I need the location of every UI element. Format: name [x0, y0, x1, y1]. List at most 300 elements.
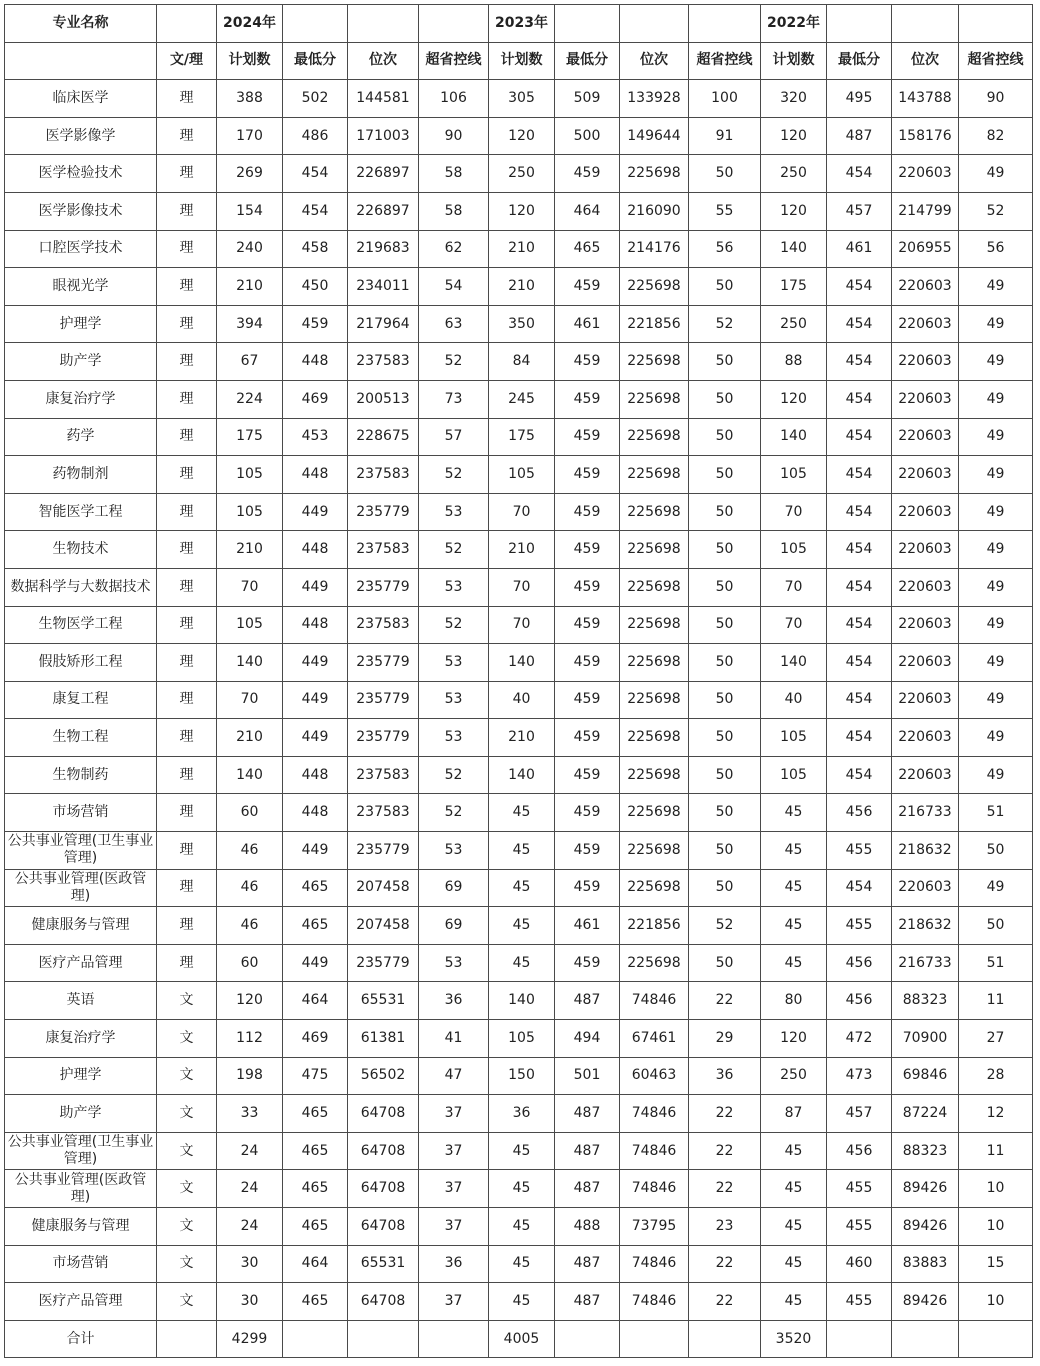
above-line-2022-cell: 90 — [959, 80, 1033, 118]
min-score-2023-cell: 459 — [555, 380, 620, 418]
type-cell: 文 — [157, 1170, 217, 1208]
rank-2022-cell: 220603 — [892, 869, 959, 907]
rank-header: 位次 — [348, 42, 419, 80]
min-score-2023-cell: 459 — [555, 644, 620, 682]
plan-2023-cell: 45 — [489, 1283, 555, 1321]
above-line-2022-cell: 49 — [959, 681, 1033, 719]
blank-cell — [283, 5, 348, 43]
plan-2023-cell: 45 — [489, 869, 555, 907]
above-line-2023-cell: 50 — [689, 568, 761, 606]
min-score-2024-cell: 448 — [283, 794, 348, 832]
above-line-2023-cell: 55 — [689, 192, 761, 230]
above-line-2022-cell: 82 — [959, 117, 1033, 155]
type-cell: 理 — [157, 944, 217, 982]
above-line-2022-cell: 49 — [959, 418, 1033, 456]
plan-2024-cell: 112 — [217, 1020, 283, 1058]
min-score-2024-cell: 448 — [283, 756, 348, 794]
min-score-2024-cell: 465 — [283, 1283, 348, 1321]
min-score-2023-cell: 459 — [555, 832, 620, 870]
above-line-2024-cell: 36 — [419, 1245, 489, 1283]
plan-2023-cell: 70 — [489, 493, 555, 531]
rank-2024-cell: 235779 — [348, 493, 419, 531]
type-cell: 理 — [157, 832, 217, 870]
rank-2023-cell: 225698 — [620, 944, 689, 982]
above-line-2023-cell: 50 — [689, 380, 761, 418]
rank-2024-cell: 65531 — [348, 1245, 419, 1283]
min-score-2023-cell: 459 — [555, 343, 620, 381]
major-name-header: 专业名称 — [5, 5, 157, 43]
rank-2023-cell: 225698 — [620, 418, 689, 456]
header-row-columns — [5, 42, 1033, 80]
major-name-cell: 药物制剂 — [5, 456, 157, 494]
rank-2023-cell: 74846 — [620, 982, 689, 1020]
plan-2022-cell: 250 — [761, 305, 827, 343]
plan-2023-cell: 45 — [489, 794, 555, 832]
plan-2022-cell: 120 — [761, 117, 827, 155]
type-cell: 文 — [157, 1283, 217, 1321]
rank-2022-cell: 220603 — [892, 756, 959, 794]
type-cell: 理 — [157, 493, 217, 531]
blank-cell — [689, 1320, 761, 1358]
above-line-2024-cell: 36 — [419, 982, 489, 1020]
above-line-2023-cell: 50 — [689, 832, 761, 870]
rank-2022-cell: 89426 — [892, 1283, 959, 1321]
min-score-2024-cell: 448 — [283, 456, 348, 494]
min-score-2024-cell: 449 — [283, 832, 348, 870]
major-name-cell: 医学检验技术 — [5, 155, 157, 193]
min-score-2022-cell: 454 — [827, 268, 892, 306]
table-row — [5, 155, 1033, 193]
min-score-2024-cell: 486 — [283, 117, 348, 155]
rank-2022-cell: 220603 — [892, 644, 959, 682]
type-header: 文/理 — [157, 42, 217, 80]
above-line-2023-cell: 50 — [689, 869, 761, 907]
table-row — [5, 343, 1033, 381]
plan-2023-cell: 45 — [489, 1132, 555, 1170]
above-line-2022-cell: 49 — [959, 644, 1033, 682]
major-name-cell: 临床医学 — [5, 80, 157, 118]
above-line-2023-cell: 50 — [689, 155, 761, 193]
blank-cell — [959, 5, 1033, 43]
major-name-cell: 生物制药 — [5, 756, 157, 794]
min-score-2024-cell: 448 — [283, 531, 348, 569]
min-score-2023-cell: 459 — [555, 568, 620, 606]
rank-2023-cell: 225698 — [620, 756, 689, 794]
above-line-2022-cell: 49 — [959, 568, 1033, 606]
min-score-2024-cell: 449 — [283, 944, 348, 982]
min-score-2024-cell: 449 — [283, 681, 348, 719]
plan-2022-cell: 45 — [761, 1132, 827, 1170]
total-label: 合计 — [5, 1320, 157, 1358]
plan-2023-cell: 70 — [489, 568, 555, 606]
plan-2024-cell: 67 — [217, 343, 283, 381]
rank-2024-cell: 64708 — [348, 1095, 419, 1133]
major-name-cell: 公共事业管理(卫生事业管理) — [5, 1132, 157, 1170]
min-score-2022-cell: 455 — [827, 1170, 892, 1208]
rank-2024-cell: 61381 — [348, 1020, 419, 1058]
min-score-2024-cell: 449 — [283, 719, 348, 757]
above-line-2022-cell: 11 — [959, 1132, 1033, 1170]
above-line-2022-cell: 10 — [959, 1208, 1033, 1246]
major-name-cell: 健康服务与管理 — [5, 1208, 157, 1246]
plan-2023-cell: 140 — [489, 644, 555, 682]
major-name-cell: 康复工程 — [5, 681, 157, 719]
table-row — [5, 794, 1033, 832]
plan-2024-cell: 120 — [217, 982, 283, 1020]
rank-2022-cell: 214799 — [892, 192, 959, 230]
rank-2024-cell: 235779 — [348, 681, 419, 719]
plan-2023-cell: 45 — [489, 832, 555, 870]
above-line-2023-cell: 22 — [689, 1095, 761, 1133]
min-score-2022-cell: 455 — [827, 832, 892, 870]
min-score-2022-cell: 454 — [827, 531, 892, 569]
rank-2024-cell: 226897 — [348, 155, 419, 193]
plan-2024-cell: 30 — [217, 1283, 283, 1321]
rank-2024-cell: 64708 — [348, 1208, 419, 1246]
rank-2024-cell: 171003 — [348, 117, 419, 155]
above-line-2022-cell: 49 — [959, 343, 1033, 381]
rank-2023-cell: 225698 — [620, 456, 689, 494]
major-name-cell: 护理学 — [5, 305, 157, 343]
plan-count-header: 计划数 — [761, 42, 827, 80]
above-line-2022-cell: 52 — [959, 192, 1033, 230]
min-score-2024-cell: 465 — [283, 907, 348, 945]
table-row — [5, 982, 1033, 1020]
min-score-2022-cell: 454 — [827, 756, 892, 794]
above-line-2024-cell: 53 — [419, 681, 489, 719]
plan-2024-cell: 105 — [217, 493, 283, 531]
major-name-cell: 药学 — [5, 418, 157, 456]
total-plan-cell: 3520 — [761, 1320, 827, 1358]
min-score-2022-cell: 454 — [827, 719, 892, 757]
rank-2022-cell: 220603 — [892, 681, 959, 719]
plan-2024-cell: 105 — [217, 606, 283, 644]
min-score-2023-cell: 487 — [555, 982, 620, 1020]
plan-2024-cell: 70 — [217, 681, 283, 719]
above-line-2024-cell: 52 — [419, 606, 489, 644]
type-cell: 理 — [157, 531, 217, 569]
blank-cell — [620, 5, 689, 43]
rank-2024-cell: 207458 — [348, 907, 419, 945]
major-name-cell: 公共事业管理(医政管理) — [5, 869, 157, 907]
rank-2024-cell: 235779 — [348, 832, 419, 870]
major-name-cell: 数据科学与大数据技术 — [5, 568, 157, 606]
admission-score-table — [4, 4, 1033, 1358]
rank-2022-cell: 218632 — [892, 832, 959, 870]
rank-2023-cell: 225698 — [620, 380, 689, 418]
above-line-2023-cell: 50 — [689, 418, 761, 456]
min-score-2022-cell: 495 — [827, 80, 892, 118]
table-row — [5, 832, 1033, 870]
major-name-cell: 医学影像技术 — [5, 192, 157, 230]
table-row — [5, 944, 1033, 982]
plan-2022-cell: 45 — [761, 944, 827, 982]
type-cell: 理 — [157, 794, 217, 832]
plan-2024-cell: 24 — [217, 1208, 283, 1246]
plan-2022-cell: 120 — [761, 1020, 827, 1058]
rank-2023-cell: 225698 — [620, 268, 689, 306]
rank-2023-cell: 60463 — [620, 1057, 689, 1095]
plan-2022-cell: 320 — [761, 80, 827, 118]
plan-2023-cell: 40 — [489, 681, 555, 719]
above-line-2023-cell: 52 — [689, 305, 761, 343]
plan-2023-cell: 36 — [489, 1095, 555, 1133]
min-score-2022-cell: 461 — [827, 230, 892, 268]
table-row — [5, 380, 1033, 418]
min-score-2023-cell: 487 — [555, 1095, 620, 1133]
rank-2024-cell: 237583 — [348, 531, 419, 569]
blank-cell — [555, 5, 620, 43]
min-score-2023-cell: 459 — [555, 869, 620, 907]
min-score-2022-cell: 454 — [827, 493, 892, 531]
rank-2023-cell: 73795 — [620, 1208, 689, 1246]
min-score-2023-cell: 459 — [555, 756, 620, 794]
plan-2023-cell: 140 — [489, 982, 555, 1020]
header-row-years — [5, 5, 1033, 43]
type-cell: 理 — [157, 869, 217, 907]
above-line-2024-cell: 53 — [419, 719, 489, 757]
type-cell: 文 — [157, 1020, 217, 1058]
above-line-2022-cell: 11 — [959, 982, 1033, 1020]
rank-2023-cell: 216090 — [620, 192, 689, 230]
above-line-2023-cell: 50 — [689, 719, 761, 757]
min-score-2022-cell: 455 — [827, 1208, 892, 1246]
plan-2024-cell: 140 — [217, 756, 283, 794]
min-score-header: 最低分 — [827, 42, 892, 80]
plan-2022-cell: 45 — [761, 1283, 827, 1321]
rank-2023-cell: 74846 — [620, 1245, 689, 1283]
type-cell: 文 — [157, 982, 217, 1020]
min-score-2023-cell: 500 — [555, 117, 620, 155]
plan-2024-cell: 70 — [217, 568, 283, 606]
table-row — [5, 907, 1033, 945]
major-name-cell: 护理学 — [5, 1057, 157, 1095]
table-row — [5, 192, 1033, 230]
min-score-2023-cell: 459 — [555, 155, 620, 193]
above-line-2024-cell: 37 — [419, 1095, 489, 1133]
blank-cell — [827, 5, 892, 43]
plan-2022-cell: 45 — [761, 1170, 827, 1208]
above-line-2022-cell: 51 — [959, 944, 1033, 982]
above-line-2024-cell: 90 — [419, 117, 489, 155]
above-line-2024-cell: 62 — [419, 230, 489, 268]
table-row — [5, 568, 1033, 606]
table-row — [5, 80, 1033, 118]
rank-2022-cell: 220603 — [892, 456, 959, 494]
min-score-2024-cell: 465 — [283, 1095, 348, 1133]
above-line-2024-cell: 37 — [419, 1283, 489, 1321]
min-score-2024-cell: 453 — [283, 418, 348, 456]
rank-2024-cell: 56502 — [348, 1057, 419, 1095]
plan-2022-cell: 250 — [761, 155, 827, 193]
rank-2024-cell: 235779 — [348, 944, 419, 982]
above-line-2024-cell: 37 — [419, 1208, 489, 1246]
min-score-2022-cell: 456 — [827, 794, 892, 832]
rank-2022-cell: 87224 — [892, 1095, 959, 1133]
min-score-2023-cell: 487 — [555, 1132, 620, 1170]
min-score-header: 最低分 — [555, 42, 620, 80]
rank-2022-cell: 69846 — [892, 1057, 959, 1095]
min-score-2022-cell: 456 — [827, 982, 892, 1020]
above-line-2022-cell: 49 — [959, 606, 1033, 644]
plan-2023-cell: 250 — [489, 155, 555, 193]
year-header-2024: 2024年 — [217, 5, 283, 43]
plan-2022-cell: 45 — [761, 1245, 827, 1283]
above-line-2023-cell: 52 — [689, 907, 761, 945]
plan-2022-cell: 45 — [761, 1208, 827, 1246]
type-cell: 文 — [157, 1245, 217, 1283]
plan-2024-cell: 105 — [217, 456, 283, 494]
rank-2022-cell: 220603 — [892, 343, 959, 381]
table-row — [5, 418, 1033, 456]
above-line-2024-cell: 106 — [419, 80, 489, 118]
above-line-2024-cell: 53 — [419, 644, 489, 682]
min-score-2022-cell: 454 — [827, 305, 892, 343]
plan-2023-cell: 45 — [489, 1208, 555, 1246]
plan-2022-cell: 80 — [761, 982, 827, 1020]
plan-2024-cell: 24 — [217, 1132, 283, 1170]
rank-2023-cell: 74846 — [620, 1170, 689, 1208]
table-row — [5, 1208, 1033, 1246]
type-cell: 文 — [157, 1208, 217, 1246]
plan-2023-cell: 45 — [489, 907, 555, 945]
rank-2022-cell: 220603 — [892, 719, 959, 757]
type-cell: 文 — [157, 1132, 217, 1170]
min-score-2024-cell: 459 — [283, 305, 348, 343]
major-name-cell: 生物技术 — [5, 531, 157, 569]
rank-2022-cell: 216733 — [892, 794, 959, 832]
major-name-cell: 口腔医学技术 — [5, 230, 157, 268]
plan-2022-cell: 140 — [761, 418, 827, 456]
type-cell: 理 — [157, 606, 217, 644]
above-line-2024-cell: 53 — [419, 944, 489, 982]
above-line-2022-cell: 12 — [959, 1095, 1033, 1133]
above-line-2024-cell: 52 — [419, 456, 489, 494]
rank-2024-cell: 237583 — [348, 456, 419, 494]
plan-2023-cell: 70 — [489, 606, 555, 644]
rank-2024-cell: 237583 — [348, 756, 419, 794]
min-score-2022-cell: 457 — [827, 1095, 892, 1133]
rank-2023-cell: 225698 — [620, 155, 689, 193]
plan-2023-cell: 84 — [489, 343, 555, 381]
rank-2023-cell: 225698 — [620, 719, 689, 757]
year-header-2022: 2022年 — [761, 5, 827, 43]
table-row — [5, 305, 1033, 343]
major-name-cell: 生物医学工程 — [5, 606, 157, 644]
plan-2022-cell: 120 — [761, 192, 827, 230]
rank-header: 位次 — [892, 42, 959, 80]
rank-2022-cell: 89426 — [892, 1208, 959, 1246]
major-name-cell: 助产学 — [5, 343, 157, 381]
plan-2023-cell: 45 — [489, 1245, 555, 1283]
above-line-2023-cell: 22 — [689, 1245, 761, 1283]
above-line-2024-cell: 63 — [419, 305, 489, 343]
rank-2022-cell: 88323 — [892, 982, 959, 1020]
plan-2022-cell: 250 — [761, 1057, 827, 1095]
rank-2023-cell: 225698 — [620, 343, 689, 381]
rank-2022-cell: 88323 — [892, 1132, 959, 1170]
major-name-cell: 康复治疗学 — [5, 380, 157, 418]
min-score-header: 最低分 — [283, 42, 348, 80]
rank-header: 位次 — [620, 42, 689, 80]
total-plan-cell: 4005 — [489, 1320, 555, 1358]
type-cell: 理 — [157, 681, 217, 719]
major-name-cell: 康复治疗学 — [5, 1020, 157, 1058]
rank-2023-cell: 225698 — [620, 606, 689, 644]
rank-2023-cell: 67461 — [620, 1020, 689, 1058]
rank-2024-cell: 237583 — [348, 794, 419, 832]
plan-2024-cell: 198 — [217, 1057, 283, 1095]
type-cell: 理 — [157, 456, 217, 494]
table-row — [5, 456, 1033, 494]
above-line-2022-cell: 10 — [959, 1283, 1033, 1321]
plan-2023-cell: 45 — [489, 944, 555, 982]
blank-cell — [827, 1320, 892, 1358]
type-cell: 理 — [157, 756, 217, 794]
plan-2022-cell: 175 — [761, 268, 827, 306]
rank-2024-cell: 237583 — [348, 343, 419, 381]
above-line-2023-cell: 22 — [689, 1170, 761, 1208]
rank-2024-cell: 207458 — [348, 869, 419, 907]
major-name-cell: 市场营销 — [5, 794, 157, 832]
above-line-2023-cell: 23 — [689, 1208, 761, 1246]
above-line-2022-cell: 50 — [959, 907, 1033, 945]
min-score-2022-cell: 456 — [827, 1132, 892, 1170]
major-name-cell: 医疗产品管理 — [5, 944, 157, 982]
total-row — [5, 1320, 1033, 1358]
table-row — [5, 606, 1033, 644]
rank-2024-cell: 235779 — [348, 644, 419, 682]
above-line-2024-cell: 58 — [419, 192, 489, 230]
min-score-2023-cell: 459 — [555, 493, 620, 531]
min-score-2024-cell: 458 — [283, 230, 348, 268]
plan-2022-cell: 45 — [761, 907, 827, 945]
plan-2024-cell: 60 — [217, 794, 283, 832]
table-row — [5, 869, 1033, 907]
rank-2024-cell: 235779 — [348, 568, 419, 606]
rank-2024-cell: 144581 — [348, 80, 419, 118]
plan-2023-cell: 120 — [489, 192, 555, 230]
above-line-2023-cell: 56 — [689, 230, 761, 268]
rank-2024-cell: 65531 — [348, 982, 419, 1020]
plan-2024-cell: 388 — [217, 80, 283, 118]
rank-2024-cell: 200513 — [348, 380, 419, 418]
rank-2023-cell: 225698 — [620, 568, 689, 606]
type-cell: 理 — [157, 117, 217, 155]
rank-2023-cell: 74846 — [620, 1132, 689, 1170]
plan-2024-cell: 170 — [217, 117, 283, 155]
above-line-header: 超省控线 — [419, 42, 489, 80]
above-line-2023-cell: 50 — [689, 456, 761, 494]
plan-2023-cell: 45 — [489, 1170, 555, 1208]
min-score-2022-cell: 460 — [827, 1245, 892, 1283]
plan-2023-cell: 210 — [489, 531, 555, 569]
rank-2023-cell: 133928 — [620, 80, 689, 118]
rank-2024-cell: 64708 — [348, 1283, 419, 1321]
min-score-2023-cell: 487 — [555, 1170, 620, 1208]
blank-cell — [620, 1320, 689, 1358]
min-score-2024-cell: 450 — [283, 268, 348, 306]
major-name-cell: 市场营销 — [5, 1245, 157, 1283]
major-name-cell: 公共事业管理(卫生事业管理) — [5, 832, 157, 870]
above-line-2023-cell: 22 — [689, 982, 761, 1020]
major-name-cell: 英语 — [5, 982, 157, 1020]
min-score-2022-cell: 455 — [827, 1283, 892, 1321]
blank-cell — [157, 5, 217, 43]
min-score-2024-cell: 454 — [283, 192, 348, 230]
blank-cell — [959, 1320, 1033, 1358]
blank-cell — [419, 5, 489, 43]
